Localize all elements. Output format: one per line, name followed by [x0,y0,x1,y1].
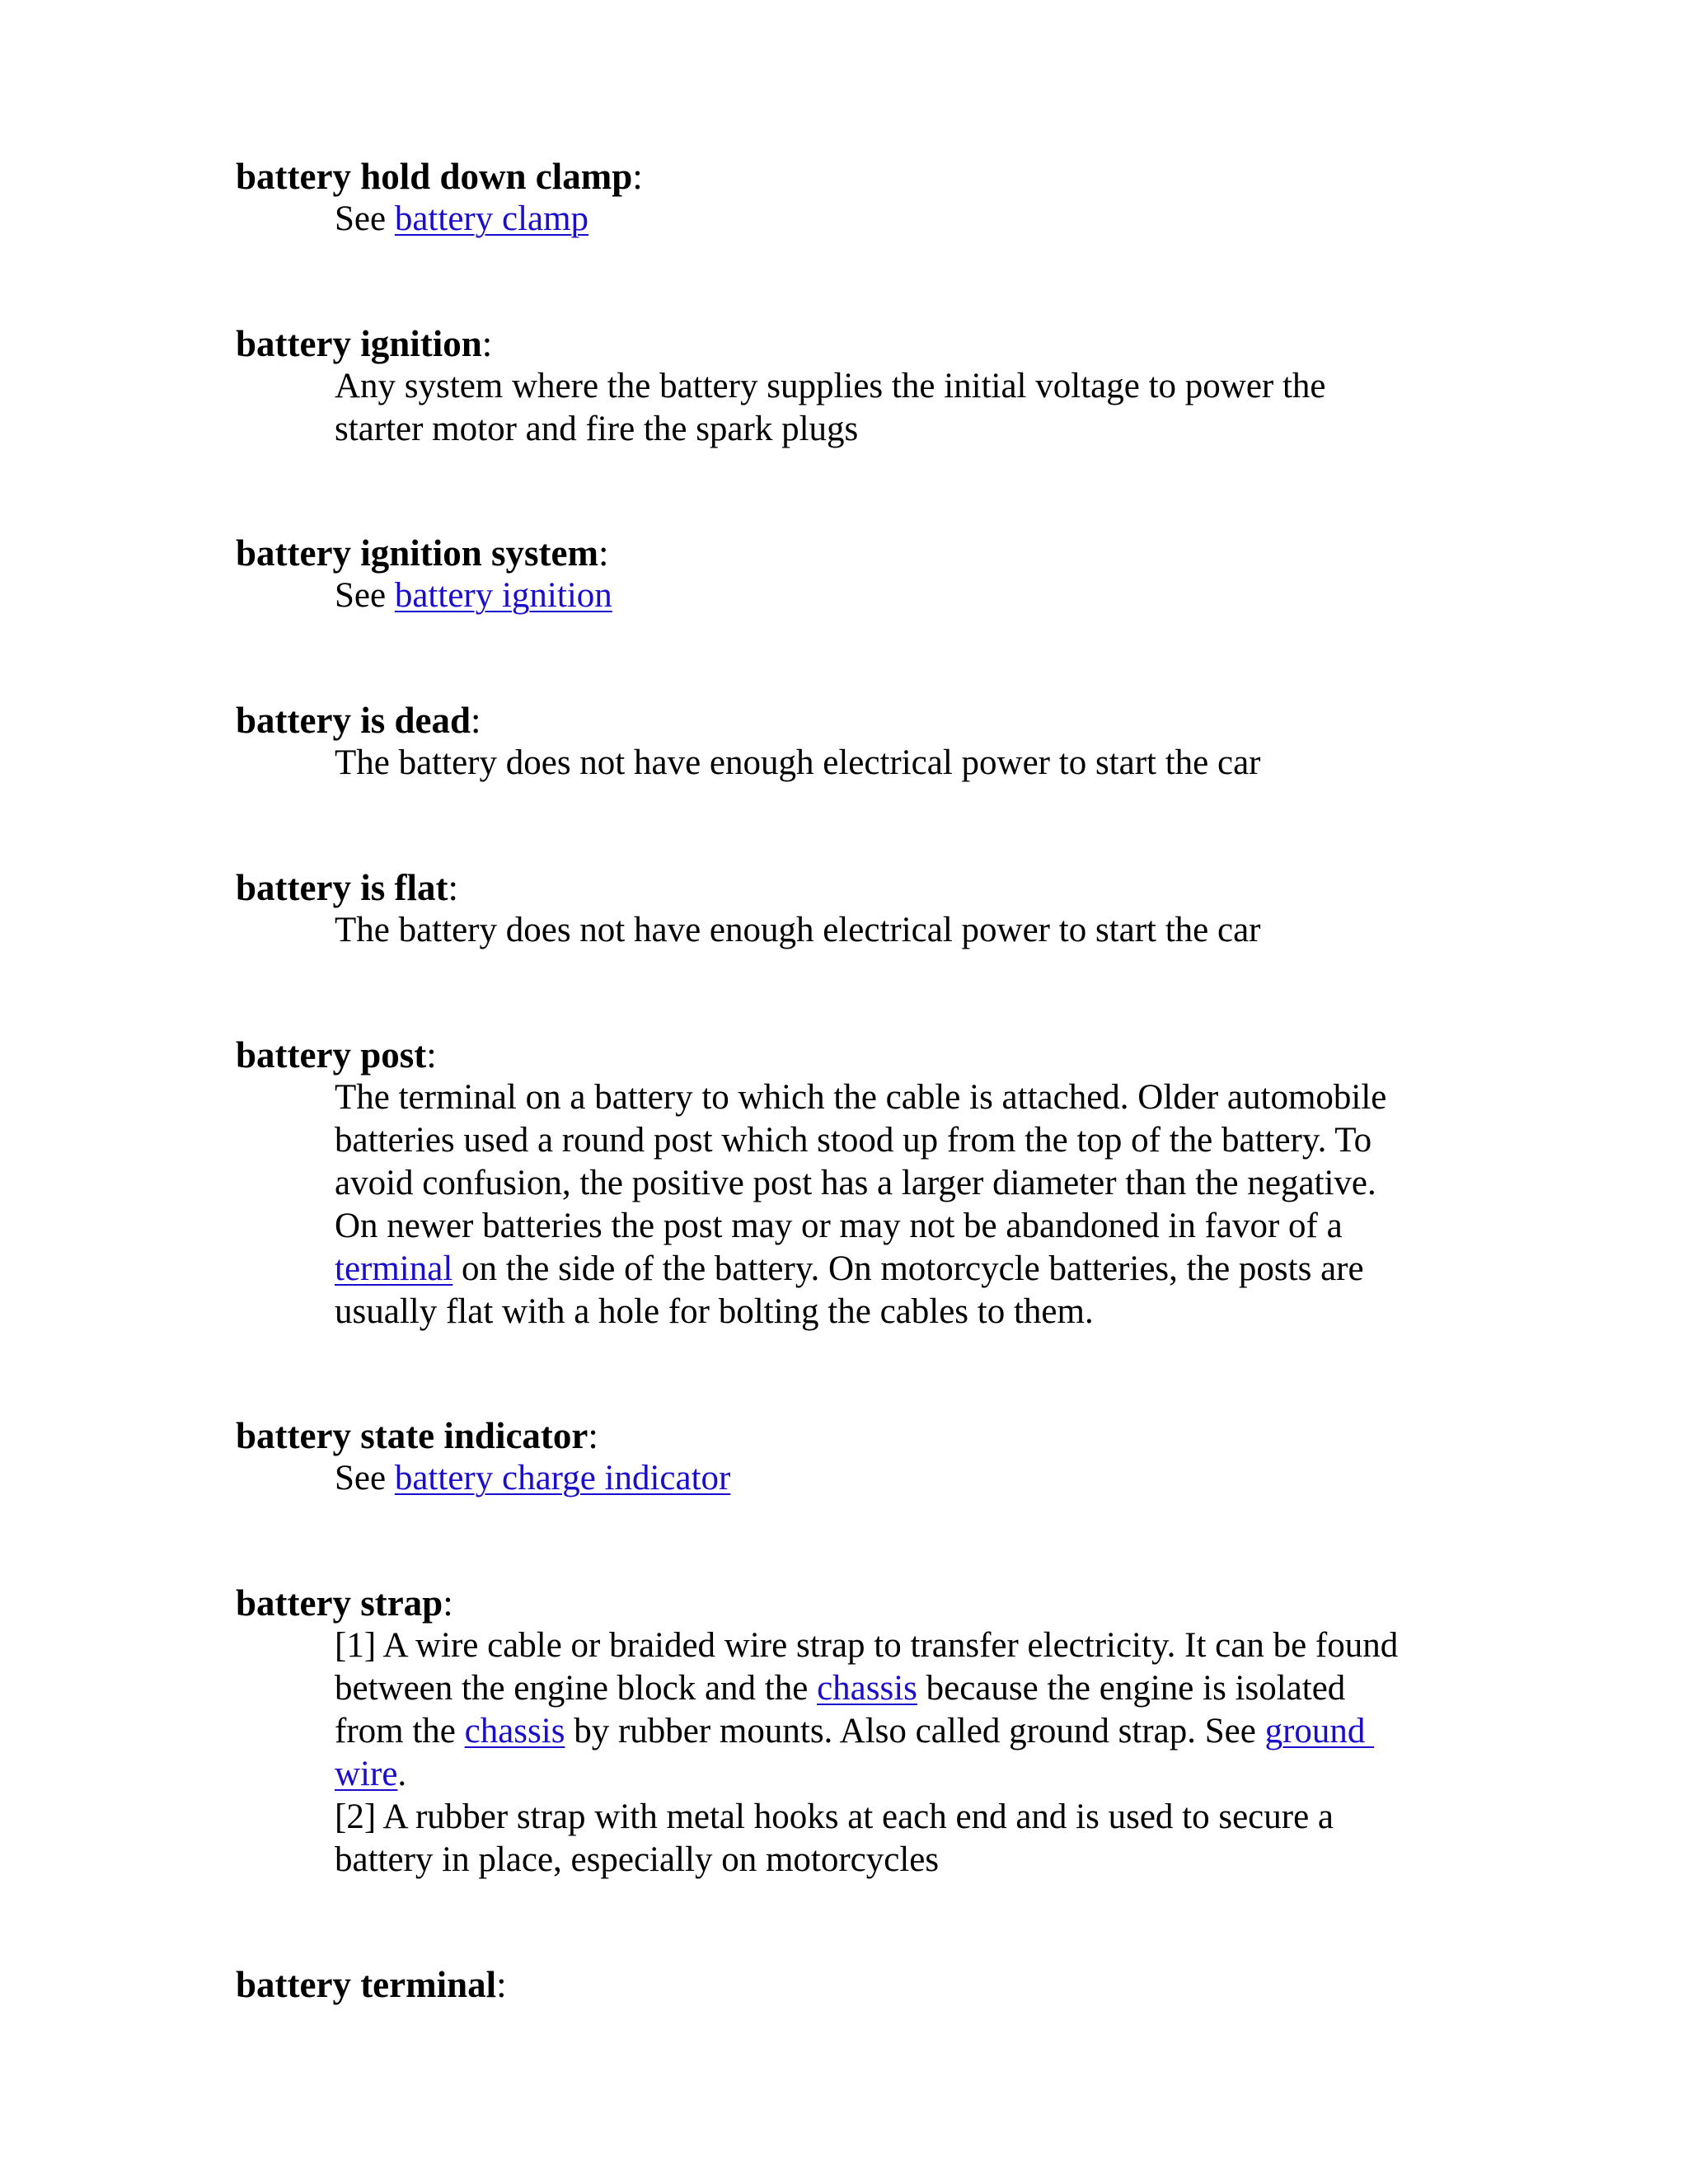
glossary-entry [236,1582,1489,1882]
entry-heading [236,1963,1489,2006]
definition-line: Any system where the battery supplies the initial voltage to power the [335,367,1326,405]
glossary-entry [236,155,1489,241]
entry-definition [335,198,1480,241]
definition-line: batteries used a round post which stood up from the top of the battery. To [335,1121,1372,1160]
definition-text: on the side of the battery. On motorcycle batteries, the posts are [452,1249,1364,1288]
see-prefix: See [335,576,395,615]
entry-term: battery post [236,1034,427,1076]
entry-definition [335,1624,1480,1882]
definition-line: starter motor and fire the spark plugs [335,410,859,448]
entry-colon: : [481,323,493,364]
entry-heading [236,322,1489,365]
definition-text: between the engine block and the [335,1669,818,1708]
entry-colon: : [496,1964,507,2005]
entry-colon: : [448,867,458,908]
entry-heading [236,155,1489,198]
definition-line [335,1248,1480,1291]
glossary-entry [236,1414,1489,1500]
entry-definition [335,574,1480,617]
definition-line: battery in place, especially on motorcycles [335,1840,940,1879]
definition-line [335,1710,1480,1753]
definition-text: by rubber mounts. Also called ground strap. See [565,1712,1265,1750]
entry-definition [335,1457,1480,1500]
entry-term: battery ignition system [236,532,598,574]
entry-colon: : [426,1034,437,1076]
cross-reference-link[interactable]: battery ignition [394,576,612,615]
definition-line [335,574,1480,617]
definition-line: [2] A rubber strap with metal hooks at each end and is used to secure a [335,1797,1334,1836]
definition-line: The terminal on a battery to which the cable is attached. Older automobile [335,1078,1387,1117]
entry-colon: : [632,156,643,197]
entry-heading [236,1582,1489,1624]
definition-line [335,1457,1480,1500]
definition-line: The battery does not have enough electrical power to start the car [335,911,1261,949]
cross-reference-link[interactable]: wire [335,1755,398,1793]
definition-line: On newer batteries the post may or may not be abandoned in favor of a [335,1207,1343,1245]
definition-line [335,1667,1480,1710]
definition-line [335,1753,1480,1796]
entry-term: battery state indicator [236,1415,588,1456]
see-prefix: See [335,199,395,238]
definition-line [335,198,1480,241]
definition-line: avoid confusion, the positive post has a larger diameter than the negative. [335,1164,1376,1202]
entry-colon: : [598,532,609,574]
glossary-entry [236,699,1489,785]
entry-colon: : [471,700,481,741]
see-prefix: See [335,1459,395,1497]
entry-definition [335,909,1480,952]
definition-line: usually flat with a hole for bolting the cables to them. [335,1292,1094,1331]
cross-reference-link[interactable]: battery charge indicator [394,1459,731,1497]
entry-term: battery ignition [236,323,482,364]
definition-text: because the engine is isolated [917,1669,1346,1708]
glossary-entry [236,532,1489,617]
entry-heading [236,1033,1489,1076]
entry-heading [236,532,1489,574]
entry-term: battery hold down clamp [236,156,633,197]
cross-reference-link[interactable]: ground [1264,1712,1375,1750]
entry-colon: : [588,1415,598,1456]
entry-term: battery is flat [236,867,448,908]
entry-heading [236,866,1489,909]
entry-term: battery is dead [236,700,471,741]
cross-reference-link[interactable]: terminal [335,1249,453,1288]
definition-line: [1] A wire cable or braided wire strap to transfer electricity. It can be found [335,1626,1399,1665]
glossary-entry [236,322,1489,451]
definition-text: from the [335,1712,465,1750]
entry-colon: : [443,1582,453,1624]
entry-definition [335,1076,1480,1333]
cross-reference-link[interactable]: chassis [464,1712,565,1750]
glossary-entry [236,1963,1489,2006]
glossary-entry [236,866,1489,952]
definition-text: . [397,1755,407,1793]
glossary-entry [236,1033,1489,1333]
definition-line: The battery does not have enough electrical power to start the car [335,743,1261,782]
entry-term: battery strap [236,1582,443,1624]
cross-reference-link[interactable]: chassis [817,1669,917,1708]
entry-definition [335,365,1480,451]
entry-heading [236,699,1489,742]
entry-definition [335,742,1480,785]
entry-heading [236,1414,1489,1457]
entry-term: battery terminal [236,1964,497,2005]
cross-reference-link[interactable]: battery clamp [394,199,589,238]
